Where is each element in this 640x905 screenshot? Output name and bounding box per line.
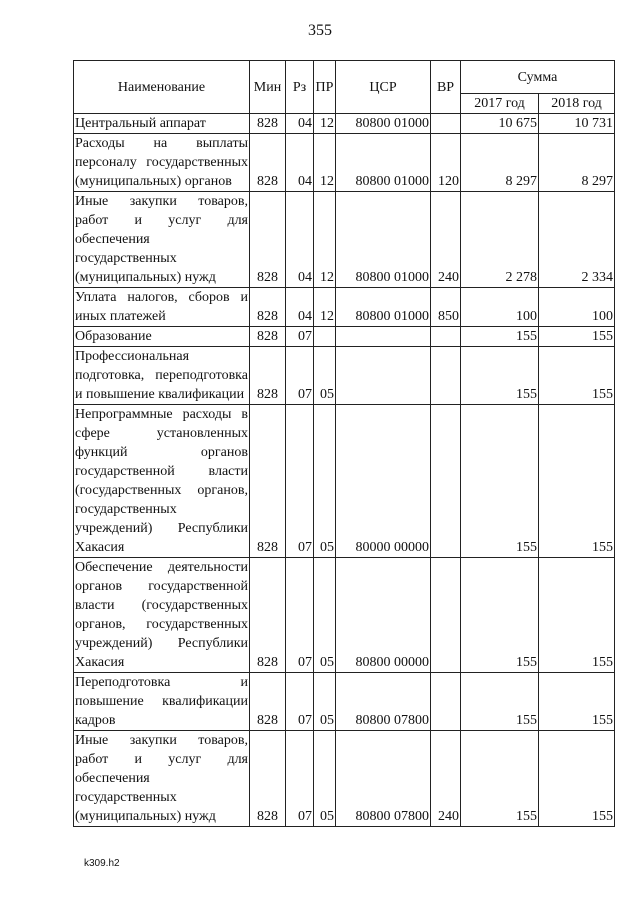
header-csr: ЦСР [336, 61, 431, 114]
row-pr: 05 [314, 558, 336, 673]
row-vr [431, 558, 461, 673]
row-amount-2017: 10 675 [461, 114, 539, 134]
row-amount-2018: 155 [539, 405, 615, 558]
row-pr: 05 [314, 405, 336, 558]
row-amount-2017: 155 [461, 347, 539, 405]
row-vr: 120 [431, 134, 461, 192]
row-name: Образование [74, 327, 250, 347]
row-csr: 80800 01000 [336, 114, 431, 134]
row-name: Расходы на выплаты персоналу государственных (муниципальных) органов [74, 134, 250, 192]
header-sum: Сумма [461, 61, 615, 94]
row-amount-2017: 2 278 [461, 192, 539, 288]
row-amount-2017: 155 [461, 405, 539, 558]
header-year-2017: 2017 год [461, 94, 539, 114]
row-csr: 80800 01000 [336, 288, 431, 327]
row-min: 828 [250, 558, 286, 673]
table-row [74, 327, 615, 347]
table-row [74, 288, 615, 327]
row-rz: 04 [286, 114, 314, 134]
header-min: Мин [250, 61, 286, 114]
row-name: Иные закупки товаров, работ и услуг для обеспечения государственных (муниципальных) нужд [74, 731, 250, 827]
row-amount-2017: 8 297 [461, 134, 539, 192]
row-vr [431, 405, 461, 558]
row-csr: 80800 07800 [336, 673, 431, 731]
row-rz: 07 [286, 347, 314, 405]
row-amount-2018: 155 [539, 347, 615, 405]
row-amount-2018: 2 334 [539, 192, 615, 288]
row-pr: 12 [314, 134, 336, 192]
row-amount-2018: 10 731 [539, 114, 615, 134]
row-csr: 80800 01000 [336, 192, 431, 288]
row-pr: 05 [314, 731, 336, 827]
row-pr: 12 [314, 288, 336, 327]
row-name: Профессиональная подготовка, переподготовка и повышение квалификации [74, 347, 250, 405]
row-pr: 05 [314, 347, 336, 405]
table-row [74, 558, 615, 673]
header-year-2018: 2018 год [539, 94, 615, 114]
row-rz: 07 [286, 405, 314, 558]
row-rz: 07 [286, 731, 314, 827]
header-name: Наименование [74, 61, 250, 114]
row-amount-2018: 155 [539, 558, 615, 673]
row-min: 828 [250, 134, 286, 192]
row-min: 828 [250, 327, 286, 347]
table-row [74, 405, 615, 558]
table-row [74, 114, 615, 134]
row-vr: 240 [431, 192, 461, 288]
row-min: 828 [250, 288, 286, 327]
row-vr [431, 347, 461, 405]
row-name: Непрограммные расходы в сфере установленных функций органов государственной власти (государственных органов, государственных учреждений) Республики Хакасия [74, 405, 250, 558]
header-pr: ПР [314, 61, 336, 114]
row-min: 828 [250, 114, 286, 134]
row-name: Центральный аппарат [74, 114, 250, 134]
row-amount-2017: 100 [461, 288, 539, 327]
table-row [74, 673, 615, 731]
row-pr [314, 327, 336, 347]
row-vr [431, 673, 461, 731]
row-pr: 12 [314, 192, 336, 288]
row-pr: 12 [314, 114, 336, 134]
footer-code: k309.h2 [84, 858, 120, 869]
row-min: 828 [250, 731, 286, 827]
row-name: Переподготовка и повышение квалификации кадров [74, 673, 250, 731]
row-rz: 04 [286, 192, 314, 288]
row-name: Уплата налогов, сборов и иных платежей [74, 288, 250, 327]
row-pr: 05 [314, 673, 336, 731]
budget-table [73, 60, 615, 827]
row-amount-2018: 100 [539, 288, 615, 327]
row-min: 828 [250, 192, 286, 288]
row-csr [336, 347, 431, 405]
row-amount-2018: 155 [539, 673, 615, 731]
header-rz: Рз [286, 61, 314, 114]
row-amount-2018: 155 [539, 327, 615, 347]
table-row [74, 192, 615, 288]
header-vr: ВР [431, 61, 461, 114]
row-rz: 07 [286, 327, 314, 347]
row-csr: 80000 00000 [336, 405, 431, 558]
table-row [74, 347, 615, 405]
row-rz: 04 [286, 288, 314, 327]
row-min: 828 [250, 673, 286, 731]
row-amount-2017: 155 [461, 731, 539, 827]
row-csr: 80800 00000 [336, 558, 431, 673]
row-name: Иные закупки товаров, работ и услуг для обеспечения государственных (муниципальных) нужд [74, 192, 250, 288]
row-csr [336, 327, 431, 347]
row-rz: 04 [286, 134, 314, 192]
row-amount-2017: 155 [461, 673, 539, 731]
row-vr [431, 114, 461, 134]
row-csr: 80800 07800 [336, 731, 431, 827]
page-number: 355 [308, 22, 332, 39]
row-name: Обеспечение деятельности органов государственной власти (государственных органов, государственных учреждений) Республики Хакасия [74, 558, 250, 673]
row-rz: 07 [286, 673, 314, 731]
row-vr: 240 [431, 731, 461, 827]
table-row [74, 731, 615, 827]
row-vr: 850 [431, 288, 461, 327]
row-amount-2017: 155 [461, 558, 539, 673]
table-body [74, 114, 615, 827]
row-min: 828 [250, 405, 286, 558]
row-amount-2017: 155 [461, 327, 539, 347]
row-rz: 07 [286, 558, 314, 673]
row-min: 828 [250, 347, 286, 405]
row-amount-2018: 155 [539, 731, 615, 827]
row-vr [431, 327, 461, 347]
row-csr: 80800 01000 [336, 134, 431, 192]
row-amount-2018: 8 297 [539, 134, 615, 192]
table-row [74, 134, 615, 192]
